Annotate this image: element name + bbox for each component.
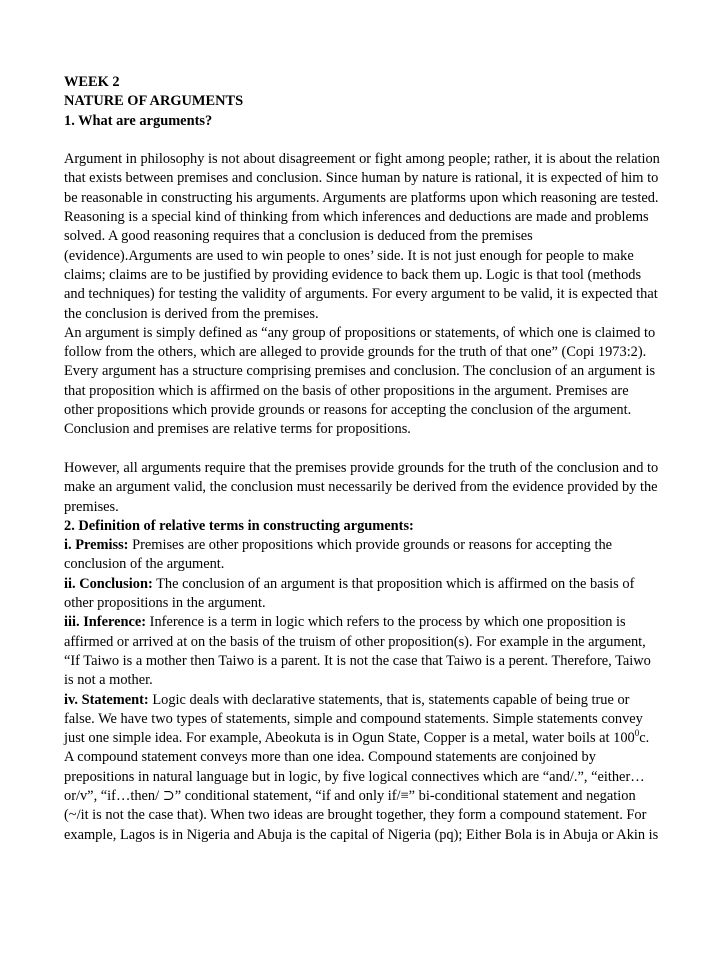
definition-term: i. Premiss:: [64, 537, 129, 554]
definition-term: ii. Conclusion:: [64, 575, 153, 592]
definition-text: Inference is a term in logic which refers to the process by which one proposition is affirmed or arrived at on the basis of the truism of other proposition(s). For example in the argument, “If Taiwo is a mother then Taiwo is a parent. It is not the case that Taiwo is a perent. Therefore, Taiwo is not a mother.: [64, 614, 651, 689]
definition-statement: [64, 691, 660, 845]
section-heading-what-are-arguments: 1. What are arguments?: [64, 112, 213, 129]
paragraph-argument-definition: An argument is simply defined as “any group of propositions or statements, of which one is claimed to follow from the others, which are alleged to provide grounds for the truth of that one” (Copi 1973:2). Every argument has a structure comprising premises and conclusion. The conclusion of an argument is that proposition which is affirmed on the basis of other propositions in the argument. Premises are other propositions which provide grounds or reasons for accepting the conclusion of the argument. Conclusion and premises are relative terms for propositions.: [64, 324, 656, 438]
definition-text: The conclusion of an argument is that proposition which is affirmed on the basis of other propositions in the argument.: [64, 575, 635, 612]
definition-text: Premises are other propositions which provide grounds or reasons for accepting the conclusion of the argument.: [64, 537, 613, 573]
week-label: WEEK 2: [64, 74, 120, 90]
definition-term: iv. Statement:: [64, 691, 149, 708]
degree-superscript: 0: [634, 728, 640, 739]
definition-text: Logic deals with declarative statements, that is, statements capable of being true or false. We have two types of statements, simple and compound statements. Simple statements convey just one simple idea. For example, Abeokuta is in Ogun State, Copper is a metal, water boils at 100: [64, 691, 643, 747]
paragraph-however: However, all arguments require that the premises provide grounds for the truth of the conclusion and to make an argument valid, the conclusion must necessarily be derived from the evidence provided by the premises.: [64, 459, 659, 515]
document-title: NATURE OF ARGUMENTS: [64, 93, 244, 110]
blank-line: [64, 440, 660, 459]
document-page: [64, 73, 660, 845]
blank-line: [64, 131, 660, 150]
definition-term: iii. Inference:: [64, 614, 147, 631]
paragraph-argument-in-philosophy: Argument in philosophy is not about disagreement or fight among people; rather, it is about the relation that exists between premises and conclusion. Since human by nature is rational, it is expected of him to be reasonable in constructing his arguments. Arguments are platforms upon which reasoning are tested. Reasoning is a special kind of thinking from which inferences and deductions are made and problems solved. A good reasoning requires that a conclusion is deduced from the premises (evidence).Arguments are used to win people to ones’ side. It is not just enough for people to make claims; claims are to be justified by providing evidence to back them up. Logic is that tool (methods and techniques) for testing the validity of arguments. For every argument to be valid, it is expected that the conclusion is derived from the premises.: [64, 151, 660, 322]
section-heading-definitions: 2. Definition of relative terms in constructing arguments:: [64, 517, 414, 534]
definition-premiss: [64, 536, 660, 575]
definition-conclusion: [64, 575, 660, 614]
definition-inference: [64, 613, 660, 690]
definition-text-continued: c. A compound statement conveys more than one idea. Compound statements are conjoined by prepositions in natural language but in logic, by five logical connectives which are “and/.”, “either…or/v”, “if…then/ ⊃” conditional statement, “if and only if/≡” bi-conditional statement and negation (~/it is not the case that). When two ideas are brought together, they form a compound statement. For example, Lagos is in Nigeria and Abuja is the capital of Nigeria (pq); Either Bola is in Abuja or Akin is: [64, 730, 659, 843]
